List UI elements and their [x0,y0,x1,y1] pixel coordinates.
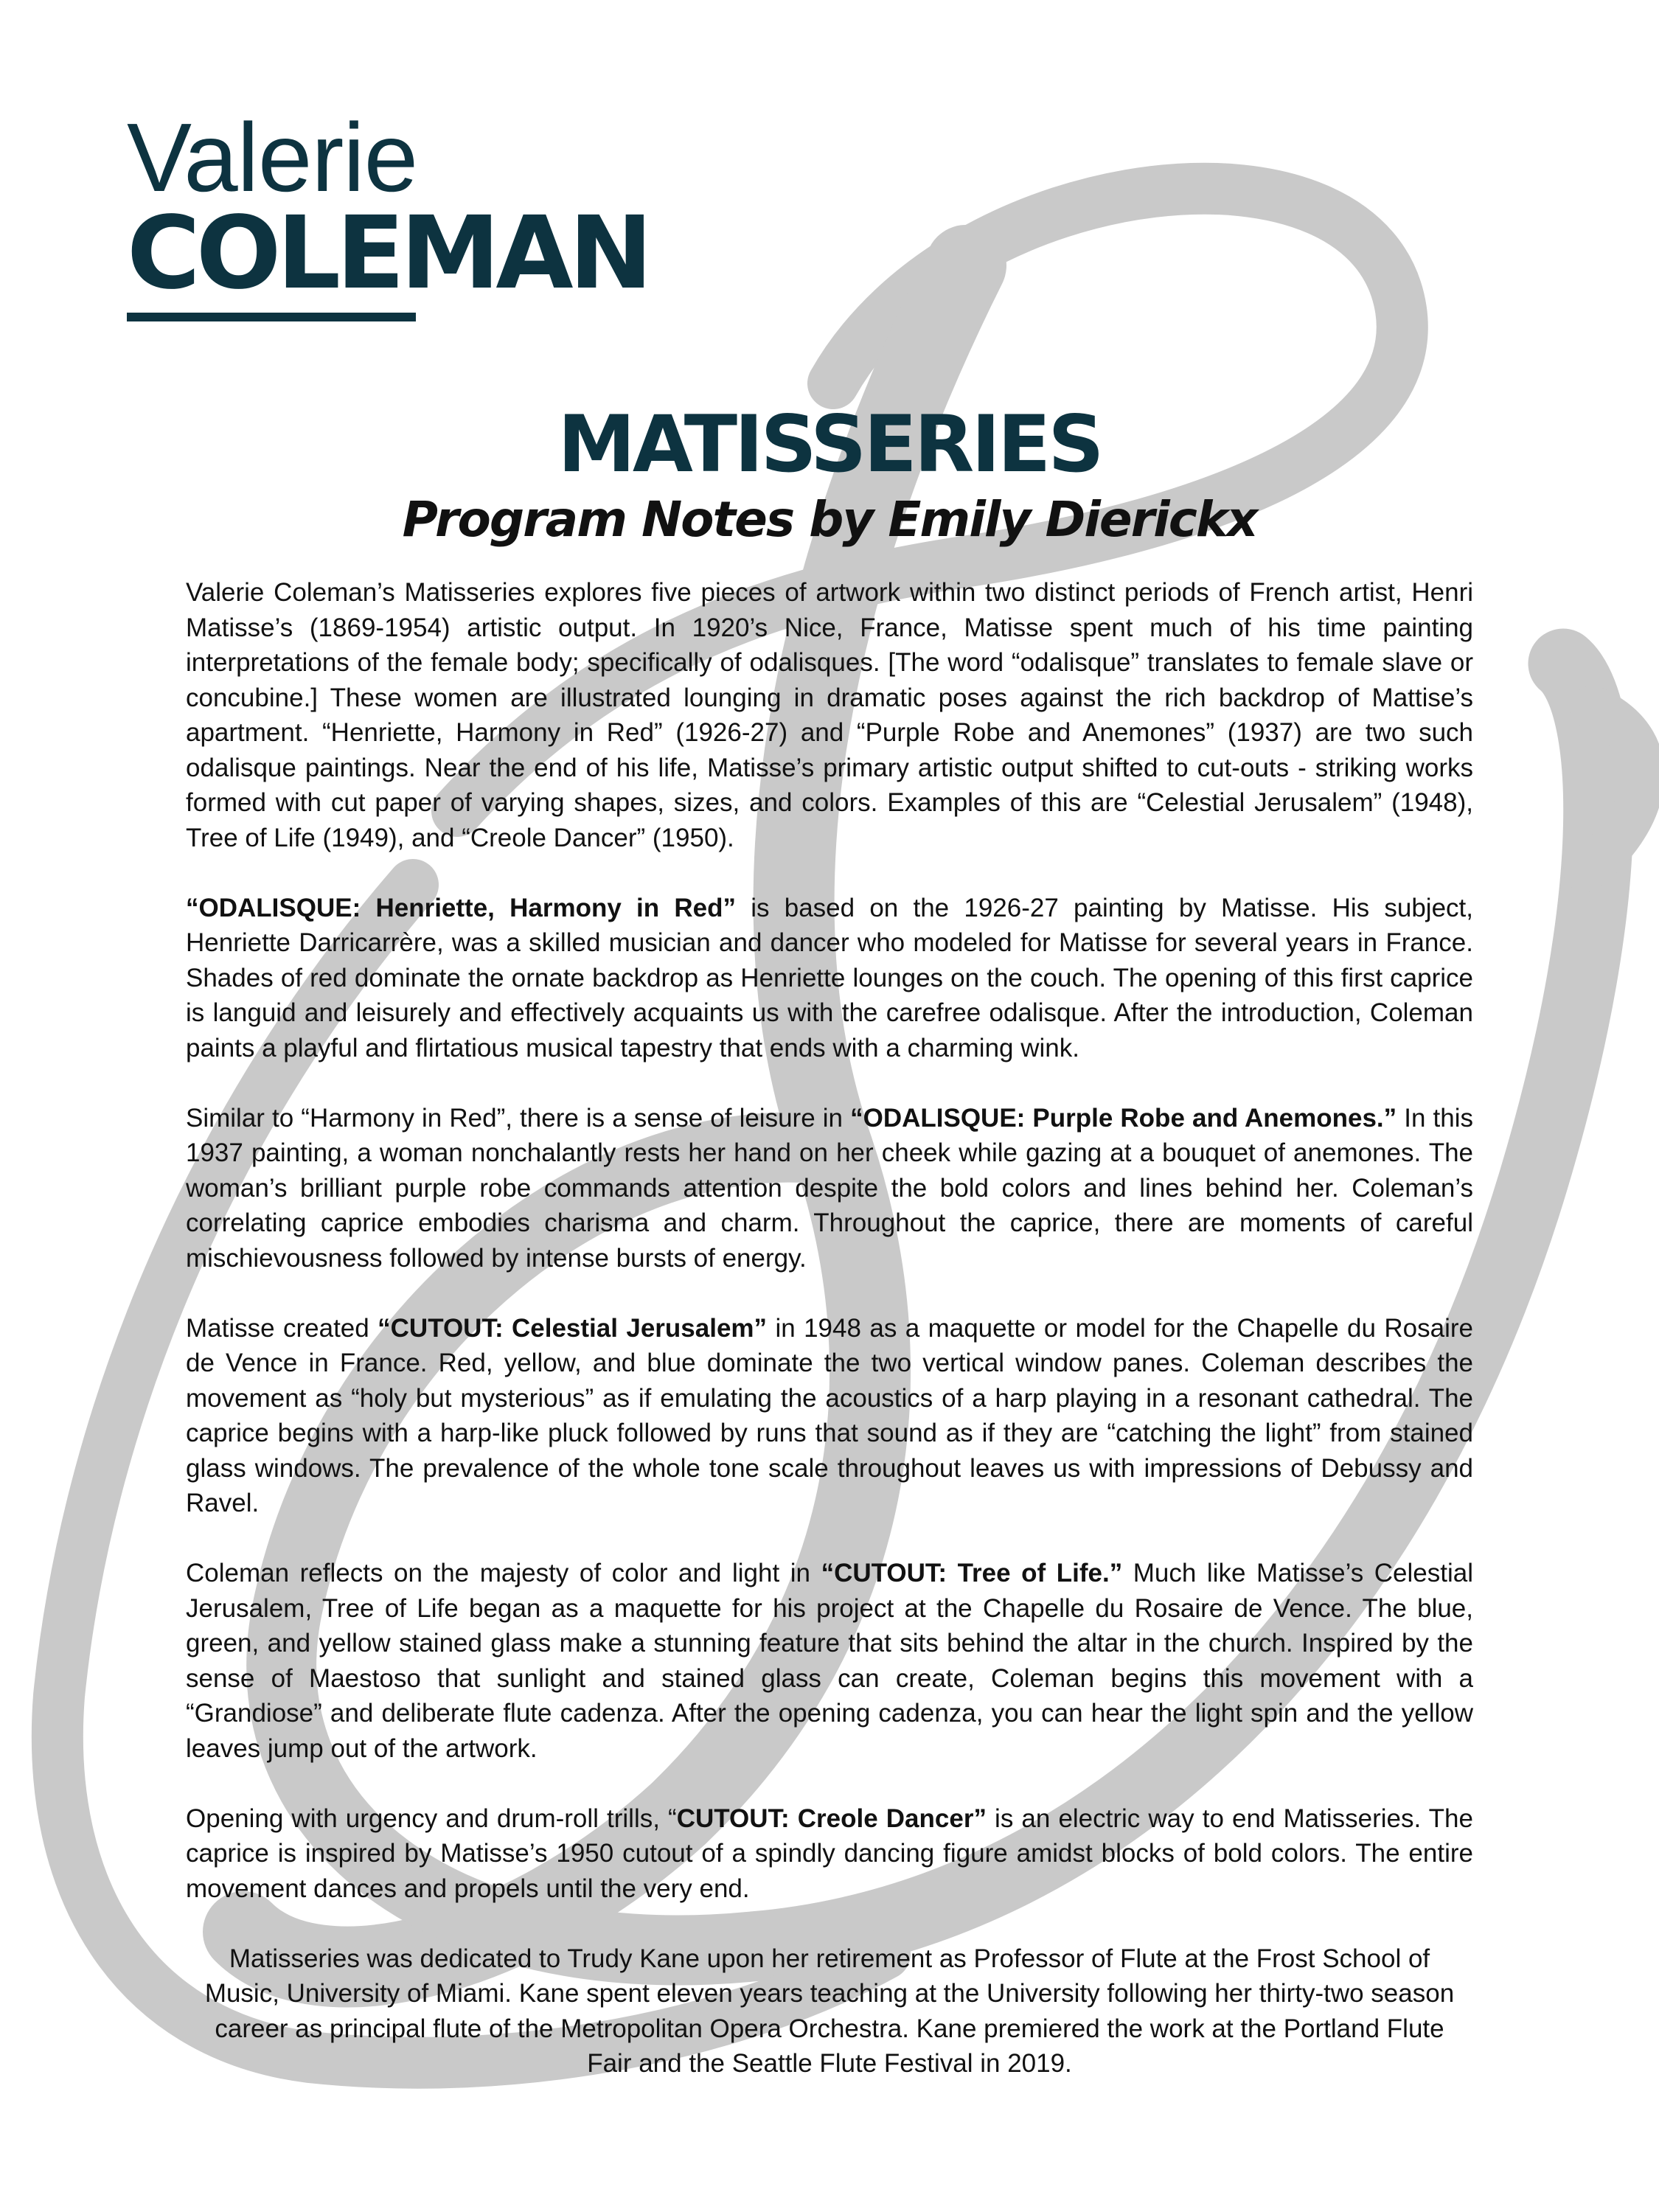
paragraph-text: in 1948 as a maquette or model for the Chapelle du Rosaire de Vence in France. Red, yellow, and blue dominate the two vertical window panes. Coleman describes the movement as “holy but mysterious” as if emulating the acoustics of a harp playing in a resonant cathedral. The caprice begins with a harp-like pluck followed by runs that sound as if they are “catching the light” from stained glass windows. The prevalence of the whole tone scale throughout leaves us with impressions of Debussy and Ravel. [186,1313,1473,1517]
paragraph-intro [186,575,1473,855]
logo-last-name: COLEMAN [127,195,649,312]
paragraph-bold: “ODALISQUE: Henriette, Harmony in Red” [186,893,736,922]
program-notes-body [186,575,1473,2116]
paragraph-celestial-jerusalem [186,1311,1473,1521]
paragraph-harmony-in-red [186,891,1473,1066]
logo-first-name: Valerie [127,103,418,212]
paragraph-text: is an electric way to end Matisseries. The caprice is inspired by Matisse’s 1950 cutout of a spindly dancing figure amidst blocks of bold colors. The entire movement dances and propels until the very end. [186,1804,1473,1903]
logo [127,103,649,321]
paragraph-text: Valerie Coleman’s Matisseries explores five pieces of artwork within two distinct periods of French artist, Henri Matisse’s (1869-1954) artistic output. In 1920’s Nice, France, Matisse spent much of his time painting interpretations of the female body; specifically of odalisques. [The word “odalisque” translates to female slave or concubine.] These women are illustrated lounging in dramatic poses against the rich backdrop of Mattise’s apartment. “Henriette, Harmony in Red” (1926-27) and “Purple Robe and Anemones” (1937) are two such odalisque paintings. Near the end of his life, Matisse’s primary artistic output shifted to cut-outs - striking works formed with cut paper of varying shapes, sizes, and colors. Examples of this are “Celestial Jerusalem” (1948), Tree of Life (1949), and “Creole Dancer” (1950). [186,578,1473,852]
page-title: MATISSERIES [557,399,1102,490]
paragraph-creole-dancer [186,1801,1473,1907]
paragraph-text: is based on the 1926-27 painting by Matisse. His subject, Henriette Darricarrère, was a skilled musician and dancer who modeled for Matisse for several years in France. Shades of red dominate the ornate backdrop as Henriette lounges on the couch. The opening of this first caprice is languid and leisurely and effectively acquaints us with the carefree odalisque. After the introduction, Coleman paints a playful and flirtatious musical tapestry that ends with a charming wink. [186,893,1473,1062]
paragraph-purple-robe [186,1101,1473,1276]
paragraph-bold: CUTOUT: Creole Dancer” [676,1804,987,1833]
paragraph-text: Coleman reflects on the majesty of color and light in [186,1559,821,1587]
paragraph-bold: “CUTOUT: Celestial Jerusalem” [378,1313,768,1343]
paragraph-text: Opening with urgency and drum-roll trills, “ [186,1804,677,1833]
paragraph-text: Matisse created [186,1313,378,1343]
paragraph-dedication: Matisseries was dedicated to Trudy Kane upon her retirement as Professor of Flute at the Frost School of Music, University of Miami. Kane spent eleven years teaching at the University following her thirty-two season career as principal flute of the Metropolitan Opera Orchestra. Kane premiered the work at the Portland Flute Fair and the Seattle Flute Festival in 2019. [204,1944,1455,2078]
paragraph-bold: “ODALISQUE: Purple Robe and Anemones.” [850,1103,1397,1133]
logo-underline [127,313,416,321]
paragraph-text: In this 1937 painting, a woman nonchalantly rests her hand on her cheek while gazing at a bouquet of anemones. The woman’s brilliant purple robe commands attention despite the bold colors and lines behind her. Coleman’s correlating caprice embodies charisma and charm. Throughout the caprice, there are moments of careful mischievousness followed by intense bursts of energy. [186,1103,1473,1273]
page-subtitle: Program Notes by Emily Dierickx [402,491,1257,548]
paragraph-bold: “CUTOUT: Tree of Life.” [821,1559,1123,1587]
paragraph-text: Much like Matisse’s Celestial Jerusalem, Tree of Life began as a maquette for his project at the Chapelle du Rosaire de Vence. The blue, green, and yellow stained glass make a stunning feature that sits behind the altar in the church. Inspired by the sense of Maestoso that sunlight and stained glass can create, Coleman begins this movement with a “Grandiose” and deliberate flute cadenza. After the opening cadenza, you can hear the light spin and the yellow leaves jump out of the artwork. [186,1559,1474,1763]
paragraph-tree-of-life [186,1556,1473,1766]
paragraph-text: Similar to “Harmony in Red”, there is a sense of leisure in [186,1103,851,1133]
